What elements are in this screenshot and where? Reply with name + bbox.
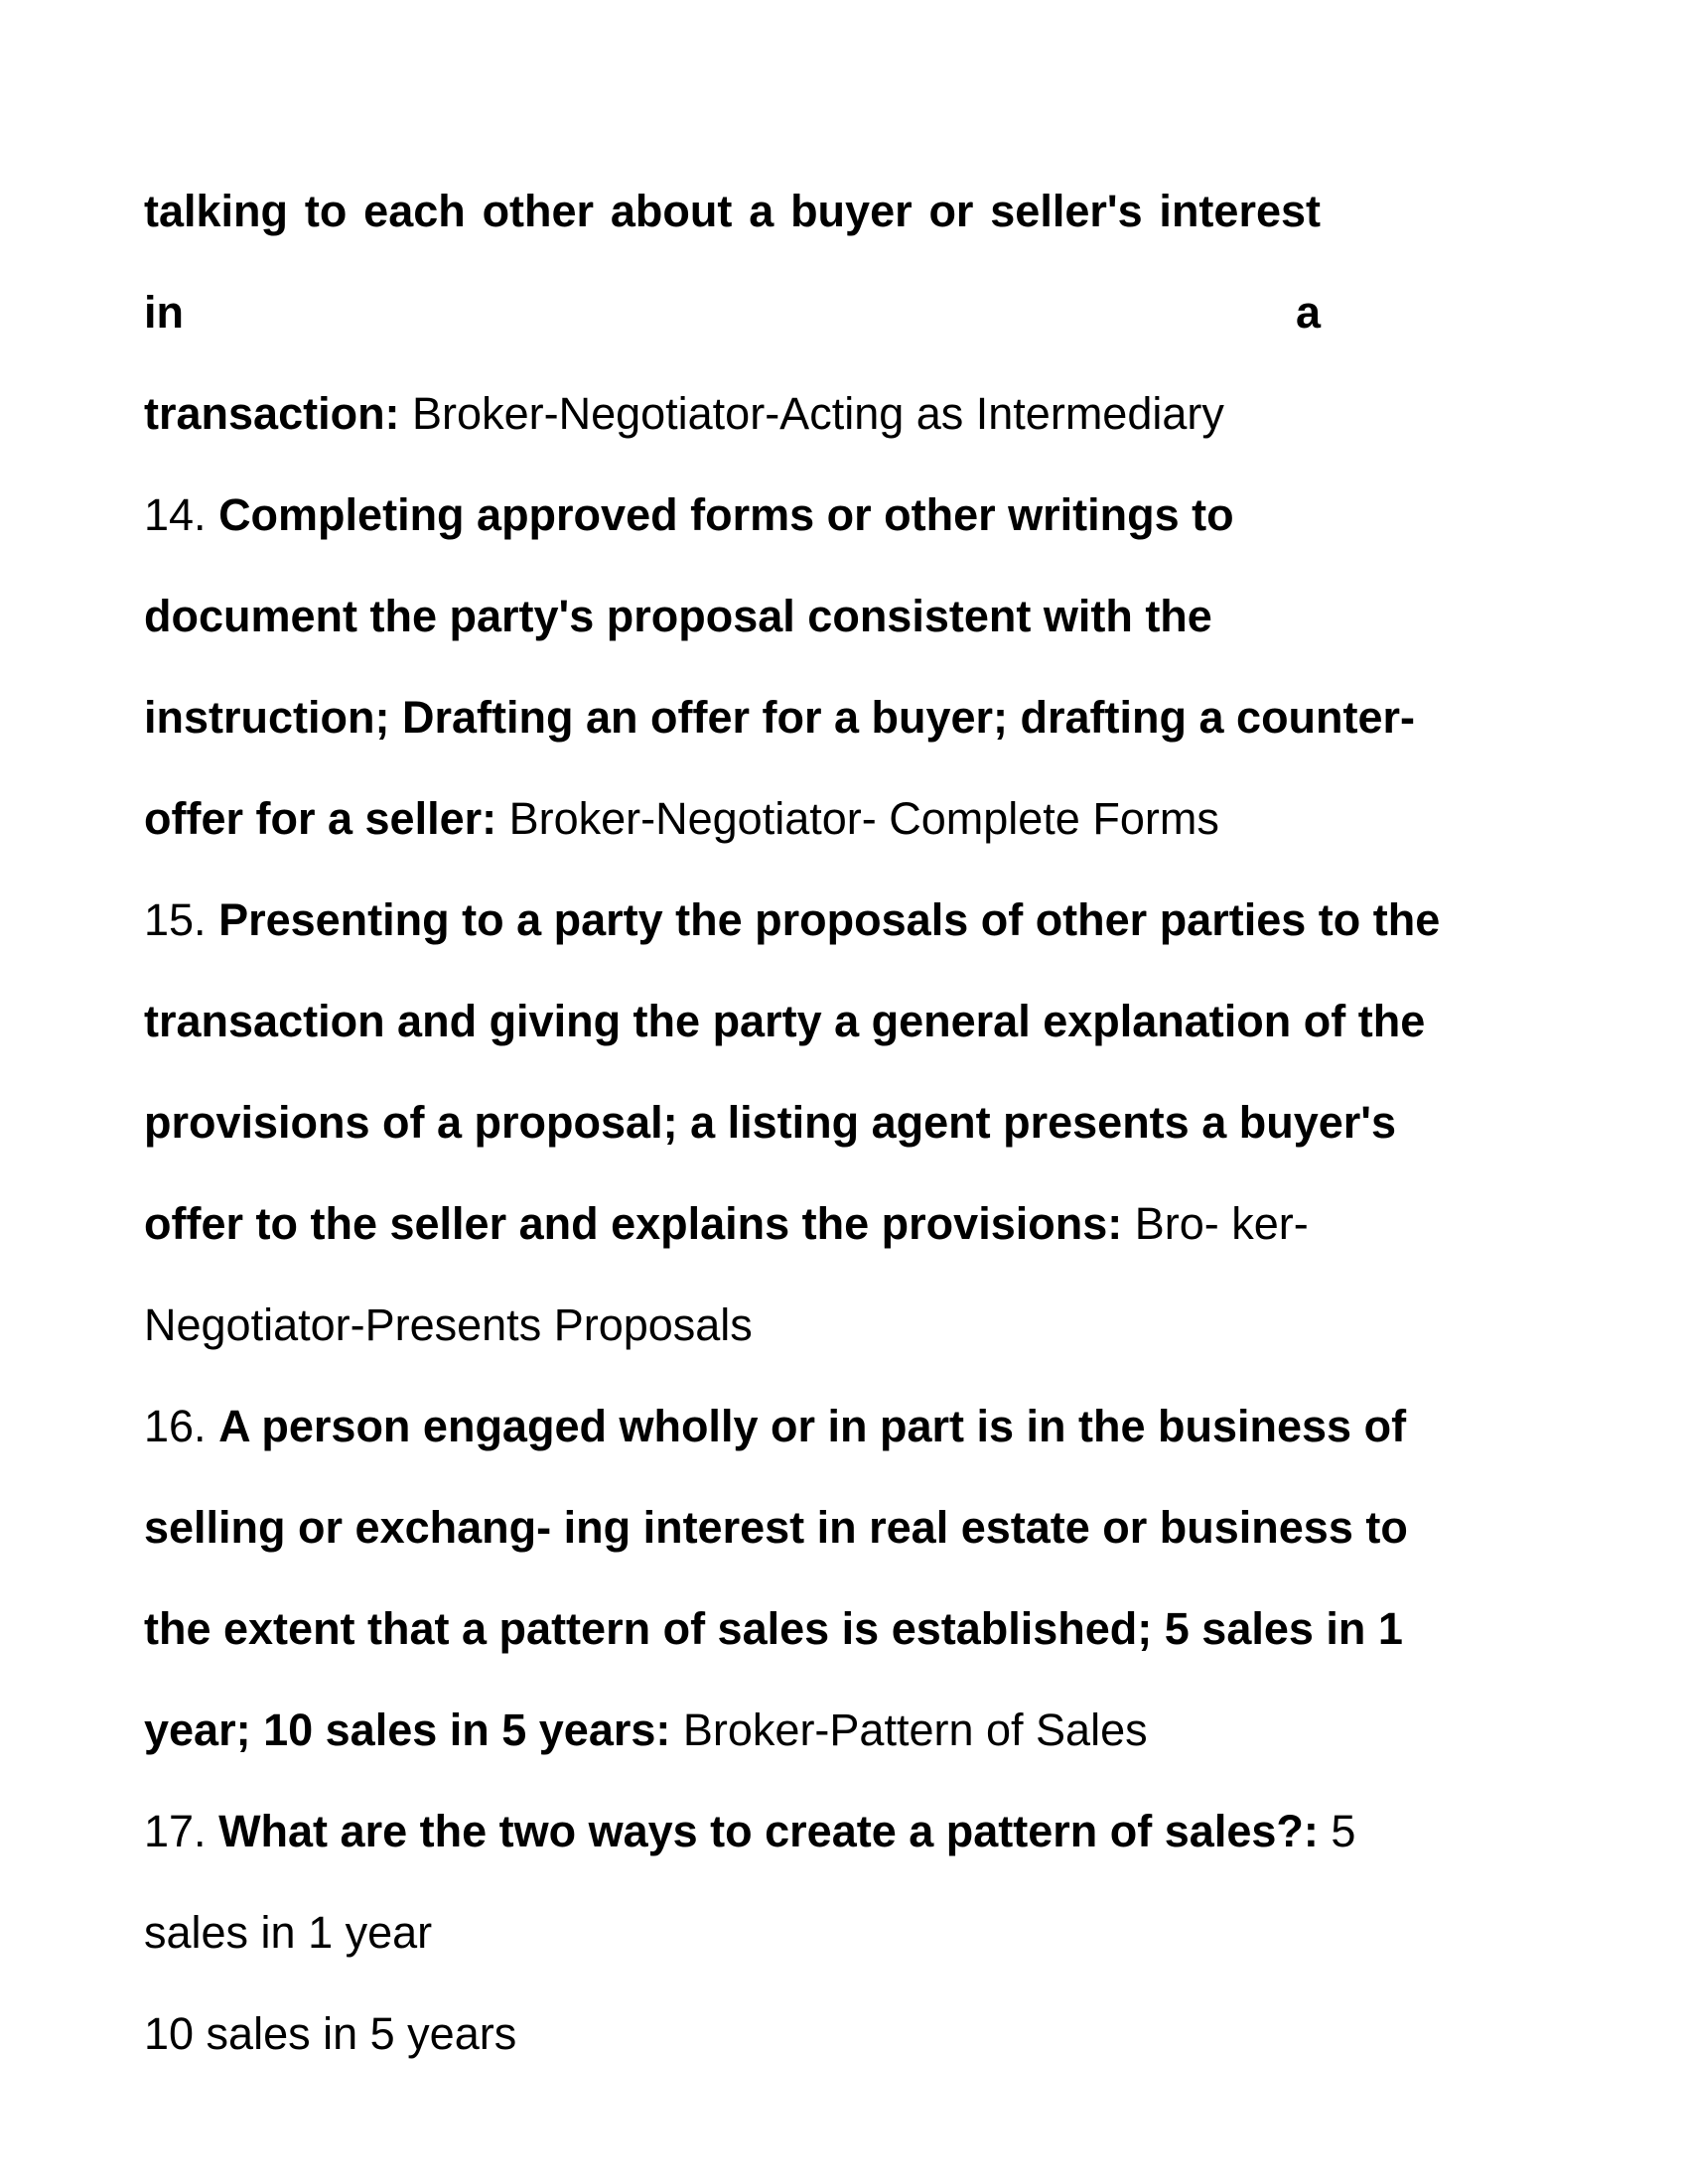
question-text: selling or exchang- ing interest in real estate or business to <box>144 1502 1408 1553</box>
doc-line-3 <box>144 465 1321 566</box>
doc-line-16 <box>144 1781 1356 1882</box>
question-text: Completing approved forms or other writings to <box>218 489 1234 540</box>
answer-text: sales in 1 year <box>144 1907 433 1958</box>
doc-line-12 <box>144 1376 1407 1477</box>
answer-text: Bro- ker- <box>1134 1198 1309 1249</box>
doc-line-18 <box>144 1983 1321 2085</box>
doc-line-5 <box>144 667 1416 768</box>
doc-line-9 <box>144 1072 1396 1173</box>
doc-line-14 <box>144 1578 1403 1680</box>
answer-text: Negotiator-Presents Proposals <box>144 1299 753 1350</box>
doc-line-1 <box>144 161 1321 363</box>
doc-line-11 <box>144 1275 1321 1376</box>
doc-line-7 <box>144 870 1441 971</box>
question-text: transaction and giving the party a general explanation of the <box>144 996 1426 1046</box>
answer-text: 10 sales in 5 years <box>144 2008 517 2059</box>
answer-text: 5 <box>1331 1806 1356 1856</box>
item-number: 17. <box>144 1806 219 1856</box>
doc-line-17 <box>144 1882 1321 1983</box>
question-text: year; 10 sales in 5 years: <box>144 1705 683 1755</box>
answer-text: Broker-Negotiator- Complete Forms <box>508 793 1219 844</box>
question-text: talking to each other about a buyer or seller's interest in a <box>144 186 1321 338</box>
question-text: instruction; Drafting an offer for a buyer; drafting a counter- <box>144 692 1416 743</box>
doc-line-15 <box>144 1680 1321 1781</box>
doc-line-2 <box>144 363 1321 465</box>
doc-line-6 <box>144 768 1321 870</box>
question-text: A person engaged wholly or in part is in the business of <box>218 1401 1407 1451</box>
answer-text: Broker-Negotiator-Acting as Intermediary <box>412 388 1224 439</box>
question-text: provisions of a proposal; a listing agent presents a buyer's <box>144 1097 1396 1148</box>
question-text: What are the two ways to create a pattern of sales?: <box>218 1806 1332 1856</box>
doc-line-10 <box>144 1173 1321 1275</box>
item-number: 16. <box>144 1401 219 1451</box>
document-text-block <box>144 161 1441 2085</box>
question-text: offer to the seller and explains the provisions: <box>144 1198 1135 1249</box>
doc-line-8 <box>144 971 1426 1072</box>
question-text: offer for a seller: <box>144 793 509 844</box>
answer-text: Broker-Pattern of Sales <box>682 1705 1148 1755</box>
doc-line-13 <box>144 1477 1408 1578</box>
question-text: document the party's proposal consistent with the <box>144 591 1212 641</box>
question-text: the extent that a pattern of sales is established; 5 sales in 1 <box>144 1603 1403 1654</box>
doc-line-4 <box>144 566 1321 667</box>
item-number: 15. <box>144 894 219 945</box>
question-text: Presenting to a party the proposals of other parties to the <box>218 894 1441 945</box>
item-number: 14. <box>144 489 219 540</box>
question-text: transaction: <box>144 388 413 439</box>
